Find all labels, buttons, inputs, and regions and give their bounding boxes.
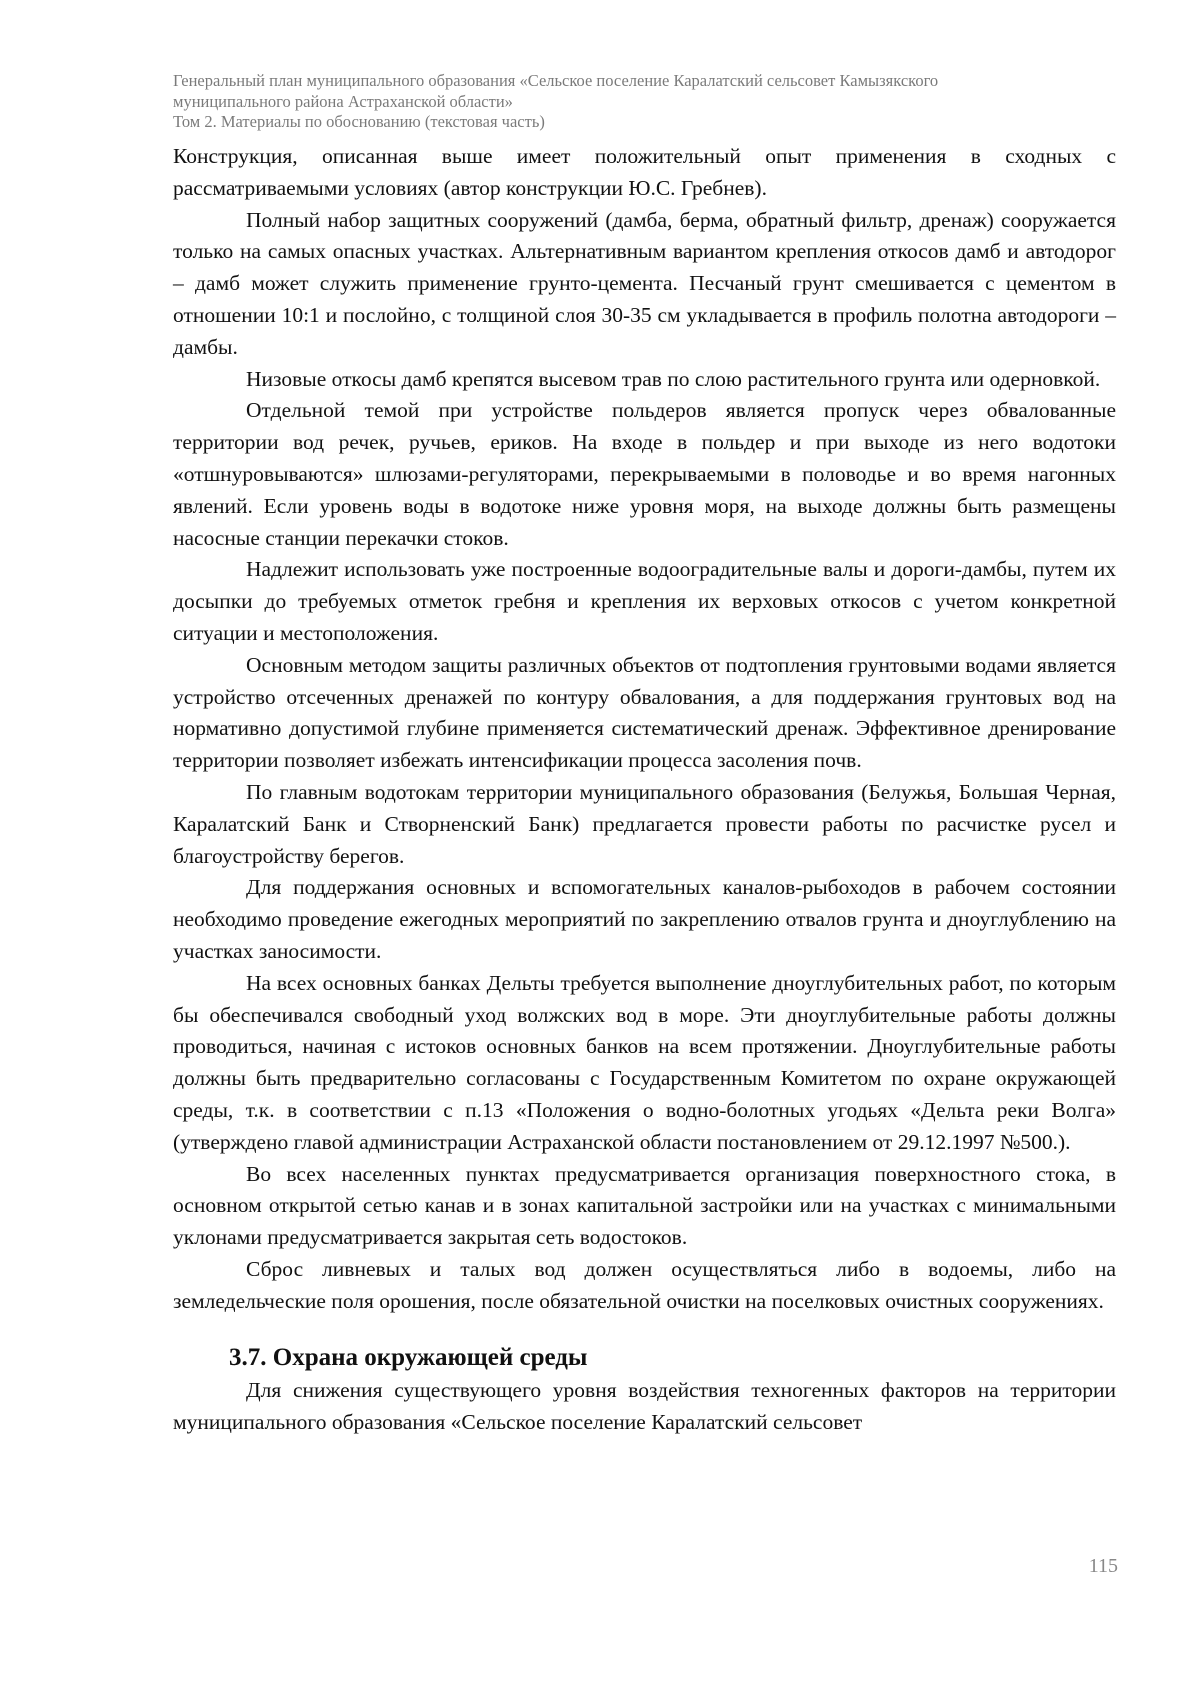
paragraph: Конструкция, описанная выше имеет положительный опыт применения в сходных с рассматриваемыми условиях (автор конструкции Ю.С. Гребнев).: [173, 144, 1116, 200]
running-header: [173, 71, 1133, 133]
paragraph: Во всех населенных пунктах предусматривается организация поверхностного стока, в основном открытой сетью канав и в зонах капитальной застройки или на участках с минимальными уклонами предусматривается закрытая сеть водостоков.: [173, 1161, 1116, 1250]
paragraph: Основным методом защиты различных объектов от подтопления грунтовыми водами является устройство отсеченных дренажей по контуру обвалования, а для поддержания грунтовых вод на нормативно допустимой глубине применяется систематический дренаж. Эффективное дренирование территории позволяет избежать интенсификации процесса засоления почв.: [173, 652, 1116, 773]
paragraph: Сброс ливневых и талых вод должен осуществляться либо в водоемы, либо на земледельческие поля орошения, после обязательной очистки на поселковых очистных сооружениях.: [173, 1256, 1116, 1313]
section-heading: 3.7. Охрана окружающей среды: [229, 1344, 588, 1372]
section-paragraph: Для снижения существующего уровня воздействия техногенных факторов на территории муниципального образования «Сельское поселение Каралатский сельсовет: [173, 1378, 1116, 1435]
paragraph: Полный набор защитных сооружений (дамба, берма, обратный фильтр, дренаж) сооружается только на самых опасных участках. Альтернативным вариантом крепления откосов дамб и автодорог – дамб может служить применение грунто-цемента. Песчаный грунт смешивается с цементом в отношении 10:1 и послойно, с толщиной слоя 30-35 см укладывается в профиль полотна автодороги – дамбы.: [173, 207, 1116, 359]
document-body: [173, 141, 1116, 1439]
page-number: 115: [1088, 1555, 1118, 1577]
paragraph: Для поддержания основных и вспомогательных каналов-рыбоходов в рабочем состоянии необходимо проведение ежегодных мероприятий по закреплению отвалов грунта и дноуглублению на участках заносимости.: [173, 875, 1116, 963]
paragraph: Надлежит использовать уже построенные водооградительные валы и дороги-дамбы, путем их досыпки до требуемых отметок гребня и крепления их верховых откосов с учетом конкретной ситуации и местоположения.: [173, 557, 1116, 645]
header-line-3: Том 2. Материалы по обоснованию (текстовая часть): [173, 112, 545, 131]
paragraph: Низовые откосы дамб крепятся высевом трав по слою растительного грунта или одерновкой.: [246, 366, 1101, 391]
header-line-2: муниципального района Астраханской области»: [173, 91, 513, 111]
paragraph: На всех основных банках Дельты требуется выполнение дноуглубительных работ, по которым бы обеспечивался свободный уход волжских вод в море. Эти дноуглубительные работы должны проводиться, начиная с истоков основных банков на всем протяжении. Дноуглубительные работы должны быть предварительно согласованы с Государственным Комитетом по охране окружающей среды, т.к. в соответствии с п.13 «Положения о водно-болотных угодьях «Дельта реки Волга» (утверждено главой администрации Астраханской области постановлением от 29.12.1997 №500.).: [173, 970, 1116, 1154]
paragraph: По главным водотокам территории муниципального образования (Белужья, Большая Черная, Каралатский Банк и Створненский Банк) предлагается провести работы по расчистке русел и благоустройству берегов.: [173, 779, 1116, 868]
paragraph: Отдельной темой при устройстве польдеров является пропуск через обвалованные территории вод речек, ручьев, ериков. На входе в польдер и при выходе из него водотоки «отшнуровываются» шлюзами-регуляторами, перекрываемыми в половодье и во время нагонных явлений. Если уровень воды в водотоке ниже уровня моря, на выходе должны быть размещены насосные станции перекачки стоков.: [173, 398, 1116, 550]
header-line-1: Генеральный план муниципального образования «Сельское поселение Каралатский сельсовет Камызякского: [173, 71, 939, 90]
